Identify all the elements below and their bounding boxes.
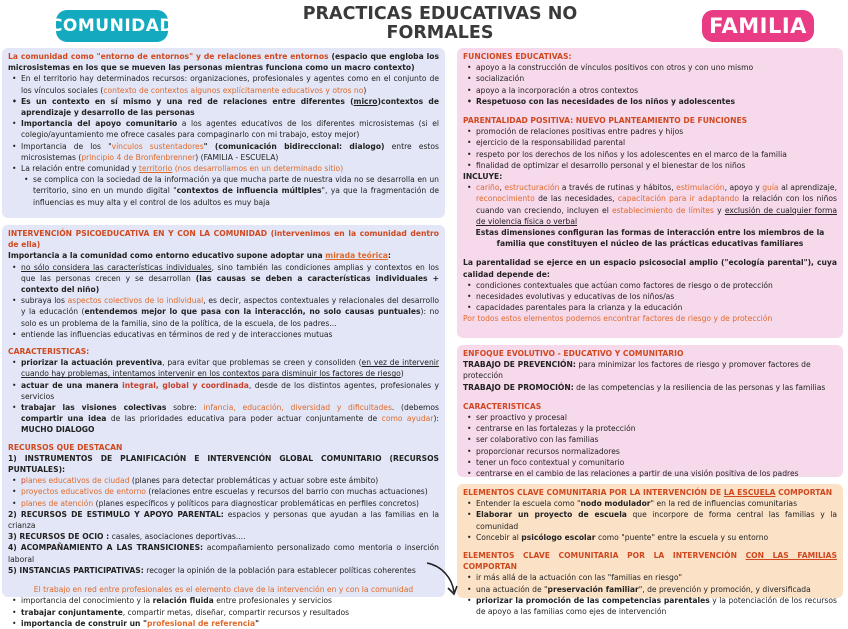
recurso-2: 2) RECURSOS DE ESTIMULO Y APOYO PARENTAL: espacios y personas que ayudan a las familias en la crianza [8, 509, 439, 531]
list-item: • Concebir al psicólogo escolar como "puente" entre la escuela y su entorno [476, 532, 837, 543]
list-mirada [8, 262, 439, 340]
title-line-2: FORMALES [386, 23, 494, 43]
list-item: • cariño, estructuración a través de rutinas y hábitos, estimulación, apoyo y guía al aprendizaje, reconocimiento de las necesidades, capacitación para ir adaptando la relación con los niños cuando van creciendo, incluyen el establecimiento de límites y exclusión de cualquier forma de violencia física o verbal [476, 182, 837, 227]
list-item: • importancia del conocimiento y la relación fluida entre profesionales y servicios [21, 595, 439, 606]
list-item: • planes de atención (planes específicos y políticos para diagnosticar problemáticas en perfiles concretos) [21, 498, 439, 509]
list-item: • La relación entre comunidad y territorio (nos desarrollamos en un determinado sitio) [21, 163, 439, 174]
list-item: • finalidad de optimizar el desarrollo personal y el bienestar de los niños [476, 160, 837, 171]
trabajo-en-red-quote: El trabajo en red entre profesionales es el elemento clave de la intervención en y con la comunidad [33, 585, 414, 595]
list-caracteristicas [8, 357, 439, 435]
dimensiones-text: Estas dimensiones configuran las formas de interacción entre los miembros de la familia que constituyen el núcleo de las prácticas educativas familiares [475, 228, 825, 249]
section-heading: RECURSOS QUE DESTACAN [8, 442, 123, 452]
footer-note: Por todos estos elementos podemos encontrar factores de riesgo y de protección [463, 314, 773, 324]
recurso-1: 1) INSTRUMENTOS DE PLANIFICACIÓN E INTERVENCIÓN GLOBAL COMUNITARIO (RECURSOS PUNTUALES): [8, 453, 439, 475]
list-item: • Elaborar un proyecto de escuela que incorpore de forma central las familias y la comunidad [476, 509, 837, 531]
list-item: • apoyo a la construcción de vínculos positivos con otros y con uno mismo [476, 62, 837, 73]
section-heading: ELEMENTOS CLAVE COMUNITARIA POR LA INTERVENCIÓN DE LA ESCUELA COMPORTAN [463, 488, 833, 497]
list-recursos [8, 475, 439, 509]
list-item: • Importancia de los "vínculos sustentadores" (comunicación bidireccional: dialogo) entre estos microsistemas (principio 4 de Bronfenbrenner) (FAMILIA - ESCUELA) [21, 141, 439, 163]
list-ecologia [463, 280, 837, 314]
list-item: • no sólo considera las características individuales, sino también las condiciones amplias y contextos en los que las personas crecen y se desarrollan (las causas se deben a características individuales + contexto del niño) [21, 262, 439, 296]
familia-badge: FAMILIA [702, 10, 814, 42]
recurso-3: 3) RECURSOS DE OCIO : casales, asociaciones deportivas.... [8, 532, 246, 542]
list-item: • Importancia del apoyo comunitario a los agentes educativos de los diferentes microsistemas (si el colegio/ayuntamiento me ofrece casales para compaginarlo con mi trabajo, estoy mejor) [21, 118, 439, 140]
list-item: • ir más allá de la actuación con las "familias en riesgo" [476, 572, 837, 583]
list-item: • trabajar conjuntamente, compartir metas, diseñar, compartir recursos y resultados [21, 607, 439, 618]
list-item: • se complica con la sociedad de la información ya que mucha parte de nuestra vida no se desarrolla en un territorio, sino en un mundo digital "contextos de influencia múltiples", ya que la fragmentación de influencias es muy alta y el control de los adultos es muy baja [33, 174, 439, 208]
list-item: • proporcionar recursos normalizadores [476, 446, 837, 457]
trabajo-prevencion: TRABAJO DE PREVENCIÓN: para minimizar los factores de riesgo y promover factores de protección [463, 360, 811, 381]
incluye-label: INCLUYE: [463, 172, 503, 182]
list-item: • centrarse en las fortalezas y la protección [476, 423, 837, 434]
list-item: • una actuación de "preservación familiar", de prevención y promoción, y diversificada [476, 584, 837, 595]
box-intervencion-comunidad [2, 225, 445, 628]
title-line-1: PRACTICAS EDUCATIVAS NO [302, 4, 578, 24]
list-item: • Respetuoso con las necesidades de los niños y adolescentes [476, 96, 837, 107]
box-comunidad-entorno [2, 48, 445, 218]
list-trabajo-red [8, 595, 439, 629]
section-heading: CARACTERISTICAS: [8, 347, 90, 357]
parentalidad-text: La parentalidad se ejerce en un espacio psicosocial amplio ("ecología parental"), cuya calidad depende de: [463, 258, 837, 279]
list-incluye [463, 182, 837, 227]
sub-list [8, 174, 439, 208]
intro-paragraph: La comunidad como "entorno de entornos" y de relaciones entre entornos (espacio que engloba los microsistemas en los que se mueven las personas mientras funciona como un macro contexto) [8, 52, 439, 73]
list-escuela [463, 498, 837, 543]
list-item: • condiciones contextuales que actúan como factores de riesgo o de protección [476, 280, 837, 291]
section-heading: INTERVENCIÓN PSICOEDUCATIVA EN Y CON LA COMUNIDAD (intervenimos en la comunidad dentro de ella) [8, 229, 439, 250]
list-familias [463, 572, 837, 617]
list-item: • proyectos educativos de entorno (relaciones entre escuelas y recursos del barrio con muchas actuaciones) [21, 486, 439, 497]
list-item: • planes educativos de ciudad (planes para detectar problemáticas y actuar sobre este ámbito) [21, 475, 439, 486]
list-item: • ser proactivo y procesal [476, 412, 837, 423]
section-intro: Importancia a la comunidad como entorno educativo supone adoptar una mirada teórica: [8, 251, 391, 261]
section-heading: FUNCIONES EDUCATIVAS: [463, 52, 572, 61]
box-funciones-educativas [457, 48, 843, 338]
list-item: • promoción de relaciones positivas entre padres y hijos [476, 126, 837, 137]
list-item: • priorizar la promoción de las competencias parentales y la potenciación de los recursos de apoyo a las familias como ejes de intervención [476, 595, 837, 617]
section-heading: ELEMENTOS CLAVE COMUNITARIA POR LA INTERVENCIÓN CON LAS FAMILIAS COMPORTAN [463, 551, 837, 572]
list-item: • actuar de una manera integral, global y coordinada, desde de los distintos agentes, profesionales y servicios [21, 380, 439, 402]
list-parentalidad [463, 126, 837, 171]
list-item: • entiende las influencias educativas en términos de red y de interacciones mutuas [21, 329, 439, 340]
list-item: • Entender la escuela como "nodo modulador" en la red de influencias comunitarias [476, 498, 837, 509]
recurso-4: 4) ACOMPAÑAMIENTO A LAS TRANSICIONES: acompañamiento personalizado como mentoria o inserción laboral [8, 543, 439, 564]
list-comunidad [8, 73, 439, 174]
recurso-5: 5) INSTANCIAS PARTICIPATIVAS: recoger la opinión de la población para establecer políticas coherentes [8, 565, 416, 575]
list-item: • necesidades evolutivas y educativas de los niños/as [476, 291, 837, 302]
list-enfoque [463, 412, 837, 479]
list-item: • tener un foco contextual y comunitario [476, 457, 837, 468]
list-item: • apoyo a la incorporación a otros contextos [476, 85, 837, 96]
list-item: • En el territorio hay determinados recursos: organizaciones, profesionales y agentes como en el conjunto de los vínculos sociales (contexto de contextos algunos explícitamente educativos y otros no) [21, 73, 439, 95]
list-funciones [463, 62, 837, 107]
list-item: • ser colaborativo con las familias [476, 434, 837, 445]
list-item: • ejercicio de la responsabilidad parental [476, 137, 837, 148]
list-item: • subraya los aspectos colectivos de lo individual, es decir, aspectos contextuales y relacionales del desarrollo y la educación (entendemos mejor lo que pasa con la interacción, no solo causas puntuales): no solo es un problema de la familia, sino de la política, de la escuela, de los padres... [21, 295, 439, 329]
box-elementos-clave [457, 484, 843, 617]
list-item: • priorizar la actuación preventiva, para evitar que problemas se creen y consoliden (en vez de intervenir cuando hay problemas, intentamos intervenir en los contextos para disminuir los factores de riesgo) [21, 357, 439, 379]
list-item: • socialización [476, 73, 837, 84]
list-item: • trabajar las visiones colectivas sobre: infancia, educación, diversidad y dificultades. (debemos compartir una idea de las prioridades educativa para poder actuar conjuntamente de como ayudar): MUCHO DIALOGO [21, 402, 439, 436]
box-enfoque-evolutivo [457, 345, 843, 477]
page-title [290, 5, 590, 43]
list-item: • importancia de construir un "profesional de referencia" [21, 618, 439, 629]
comunidad-badge: COMUNIDAD [56, 10, 168, 42]
list-item: • Es un contexto en sí mismo y una red de relaciones entre diferentes (micro)contextos de aprendizaje y desarrollo de las personas [21, 96, 439, 118]
list-item: • centrarse en el cambio de las relaciones a partir de una visión positiva de los padres [476, 468, 837, 479]
curved-arrow-icon [424, 560, 460, 598]
list-item: • capacidades parentales para la crianza y la educación [476, 302, 837, 313]
list-item: • respeto por los derechos de los niños y los adolescentes en el marco de la familia [476, 149, 837, 160]
trabajo-promocion: TRABAJO DE PROMOCIÓN: de las competencias y la resiliencia de las personas y las familias [463, 382, 826, 392]
section-heading: PARENTALIDAD POSITIVA: NUEVO PLANTEAMIENTO DE FUNCIONES [463, 116, 748, 126]
section-heading: CARACTERISTICAS [463, 401, 542, 411]
section-heading: ENFOQUE EVOLUTIVO - EDUCATIVO Y COMUNITARIO [463, 349, 684, 358]
